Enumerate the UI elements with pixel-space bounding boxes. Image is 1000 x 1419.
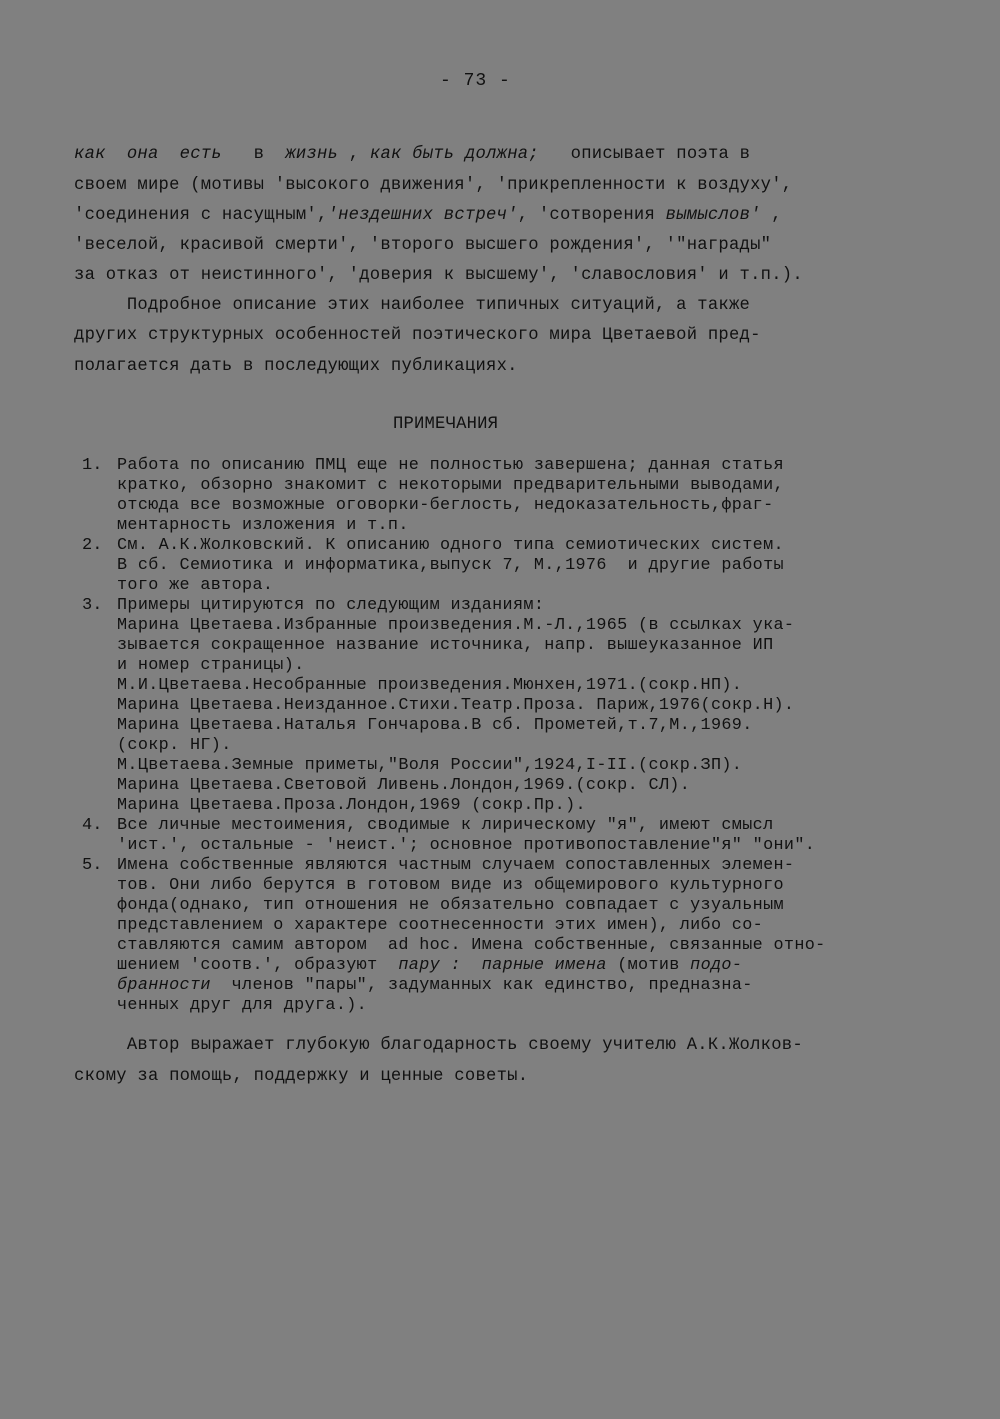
acknowledgment-line-2: скому за помощь, поддержку и ценные советы. bbox=[74, 1067, 529, 1086]
note-line: и номер страницы). bbox=[117, 656, 305, 675]
body-text: в bbox=[253, 145, 265, 164]
body-line-2: своем мире (мотивы 'высокого движения', 'прикрепленности к воздуху', bbox=[74, 176, 793, 195]
note-line bbox=[117, 956, 742, 976]
quote-fragment: жизнь bbox=[285, 145, 339, 164]
body-text: , bbox=[348, 145, 360, 164]
note-line: Марина Цветаева.Избранные произведения.М.-Л.,1965 (в ссылках ука- bbox=[117, 616, 795, 635]
acknowledgment-line-1: Автор выражает глубокую благодарность своему учителю А.К.Жолков- bbox=[74, 1036, 803, 1055]
quote-fragment: вымыслов' bbox=[665, 206, 761, 225]
body-text: , bbox=[771, 206, 782, 225]
note-line: ставляются самим автором ad hoc. Имена собственные, связанные отно- bbox=[117, 936, 826, 955]
note-line: В сб. Семиотика и информатика,выпуск 7, М.,1976 и другие работы bbox=[117, 556, 784, 575]
note-line: Имена собственные являются частным случаем сопоставленных элемен- bbox=[117, 856, 795, 875]
note-line: представлением о характере соотнесенности этих имен), либо со- bbox=[117, 916, 764, 935]
body-line-6: Подробное описание этих наиболее типичных ситуаций, а также bbox=[74, 296, 751, 315]
note-line: Марина Цветаева.Световой Ливень.Лондон,1969.(сокр. СЛ). bbox=[117, 776, 691, 795]
note-line: См. А.К.Жолковский. К описанию одного типа семиотических систем. bbox=[117, 536, 784, 555]
note-line: М.Цветаева.Земные приметы,"Воля России",1924,I-II.(сокр.ЗП). bbox=[117, 756, 743, 775]
note-number: 1. bbox=[82, 456, 103, 475]
note-line: фонда(однако, тип отношения не обязательно совпадает с узуальным bbox=[117, 896, 784, 915]
note-line: Марина Цветаева.Наталья Гончарова.В сб. Прометей,т.7,М.,1969. bbox=[117, 716, 753, 735]
note-number: 3. bbox=[82, 596, 103, 615]
quote-fragment: как она есть bbox=[74, 145, 222, 164]
body-line-1 bbox=[74, 144, 750, 166]
page-number: - 73 - bbox=[440, 71, 511, 91]
note-line: зывается сокращенное название источника, напр. вышеуказанное ИП bbox=[117, 636, 774, 655]
body-line-3 bbox=[74, 205, 782, 227]
body-line-4: 'веселой, красивой смерти', 'второго высшего рождения', '"награды" bbox=[74, 236, 772, 255]
quote-fragment: как быть должна; bbox=[369, 145, 539, 164]
note-number: 2. bbox=[82, 536, 103, 555]
note-text: членов "пары", задуманных как единство, предназна- bbox=[231, 976, 753, 995]
quote-fragment: пару : парные имена bbox=[398, 956, 607, 975]
body-text: описывает поэта в bbox=[570, 145, 751, 164]
note-line: Работа по описанию ПМЦ еще не полностью завершена; данная статья bbox=[117, 456, 784, 475]
notes-heading: ПРИМЕЧАНИЯ bbox=[393, 415, 499, 434]
note-line: Марина Цветаева.Неизданное.Стихи.Театр.Проза. Париж,1976(сокр.Н). bbox=[117, 696, 795, 715]
body-text: , 'сотворения bbox=[517, 206, 656, 225]
note-line: ченных друг для друга.). bbox=[117, 996, 368, 1015]
note-line: кратко, обзорно знакомит с некоторыми предварительными выводами, bbox=[117, 476, 784, 495]
note-line: (сокр. НГ). bbox=[117, 736, 232, 755]
note-line: Примеры цитируются по следующим изданиям: bbox=[117, 596, 545, 615]
body-line-5: за отказ от неистинного', 'доверия к высшему', 'славословия' и т.п.). bbox=[74, 266, 803, 285]
note-number: 5. bbox=[82, 856, 103, 875]
quote-fragment: 'нездешних встреч' bbox=[327, 206, 518, 225]
quote-fragment: подо- bbox=[690, 956, 743, 975]
note-line: Все личные местоимения, сводимые к лирическому "я", имеют смысл bbox=[117, 816, 774, 835]
note-line: отсюда все возможные оговорки-беглость, недоказательность,фраг- bbox=[117, 496, 774, 515]
note-line: тов. Они либо берутся в готовом виде из общемирового культурного bbox=[117, 876, 784, 895]
body-text: 'соединения с насущным', bbox=[74, 206, 328, 225]
note-line: Марина Цветаева.Проза.Лондон,1969 (сокр.Пр.). bbox=[117, 796, 586, 815]
note-line: М.И.Цветаева.Несобранные произведения.Мюнхен,1971.(сокр.НП). bbox=[117, 676, 743, 695]
body-line-8: полагается дать в последующих публикациях. bbox=[74, 357, 518, 376]
note-line: ментарность изложения и т.п. bbox=[117, 516, 409, 535]
note-number: 4. bbox=[82, 816, 103, 835]
note-line bbox=[117, 976, 753, 996]
body-line-7: других структурных особенностей поэтического мира Цветаевой пред- bbox=[74, 326, 761, 345]
note-line: 'ист.', остальные - 'неист.'; основное противопоставление"я" "они". bbox=[117, 836, 816, 855]
note-line: того же автора. bbox=[117, 576, 274, 595]
note-text: шением 'соотв.', образуют bbox=[117, 956, 378, 975]
note-text: (мотив bbox=[617, 956, 680, 975]
quote-fragment: бранности bbox=[117, 976, 211, 995]
